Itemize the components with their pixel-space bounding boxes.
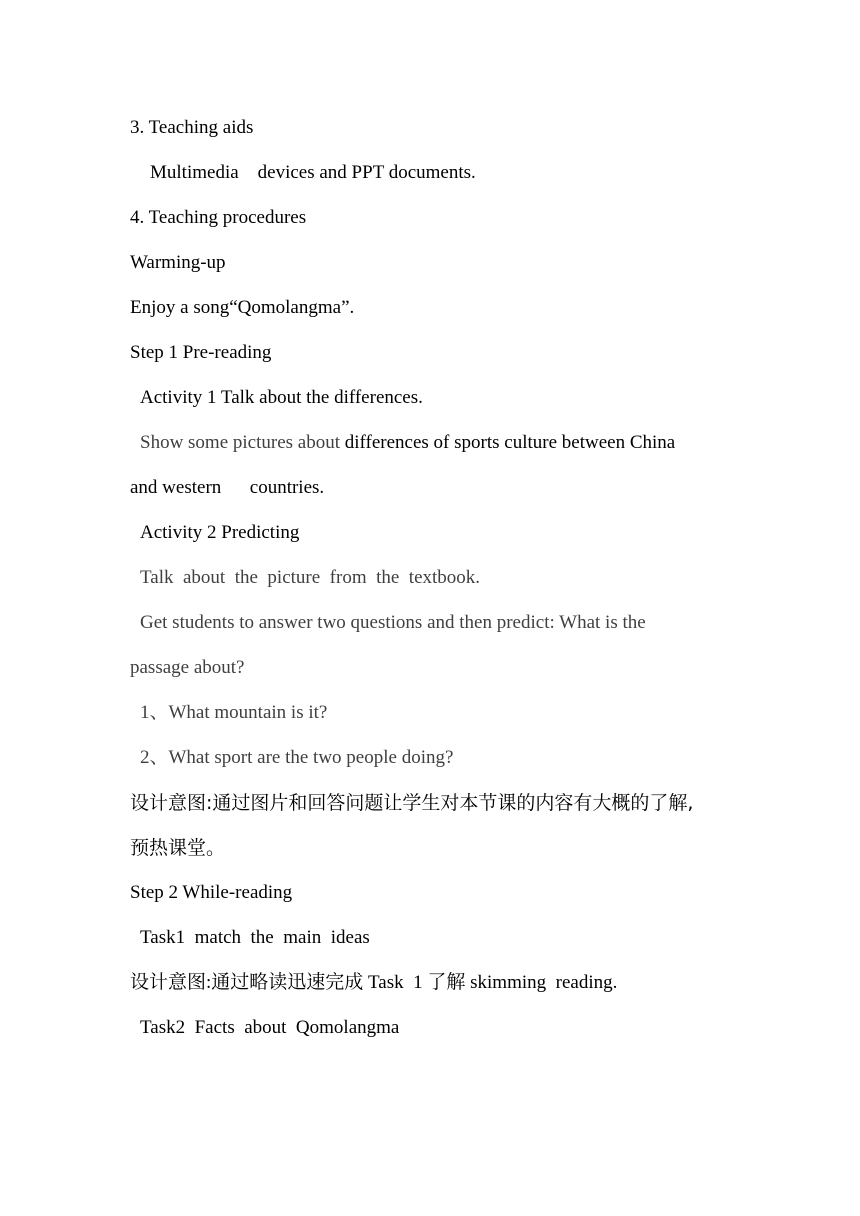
activity2-text-talk: Talk about the picture from the textbook. — [140, 567, 481, 588]
warming-up-heading: Warming-up — [130, 252, 226, 273]
section-heading-teaching-procedures: 4. Teaching procedures — [130, 207, 307, 228]
activity2-text-predict-line1: Get students to answer two questions and then predict: What is the — [140, 612, 646, 633]
warming-up-text: Enjoy a song“Qomolangma”. — [130, 297, 355, 318]
step1-heading: Step 1 Pre-reading — [130, 342, 272, 363]
task2-heading: Task2 Facts about Qomolangma — [140, 1017, 400, 1038]
activity1-text-gray: Show some pictures about — [140, 432, 345, 453]
teaching-aids-text: Multimedia devices and PPT documents. — [150, 162, 476, 183]
question-2: 2、What sport are the two people doing? — [140, 747, 454, 768]
activity1-text-line2: and western countries. — [130, 477, 325, 498]
design-intent-2: 设计意图:通过略读迅速完成 Task 1 了解 skimming reading. — [130, 972, 618, 993]
activity2-heading: Activity 2 Predicting — [140, 522, 300, 543]
step2-heading: Step 2 While-reading — [130, 882, 293, 903]
design-intent-1-line1: 设计意图:通过图片和回答问题让学生对本节课的内容有大概的了解, — [130, 792, 694, 814]
section-heading-teaching-aids: 3. Teaching aids — [130, 117, 254, 138]
activity2-text-predict-line2: passage about? — [130, 657, 245, 678]
question-1: 1、What mountain is it? — [140, 702, 328, 723]
activity1-text-line1 — [140, 431, 675, 455]
activity1-heading: Activity 1 Talk about the differences. — [140, 387, 423, 408]
design-intent-1-line2: 预热课堂。 — [130, 837, 226, 859]
task1-heading: Task1 match the main ideas — [140, 927, 370, 948]
activity1-text-dark: differences of sports culture between China — [344, 432, 676, 453]
